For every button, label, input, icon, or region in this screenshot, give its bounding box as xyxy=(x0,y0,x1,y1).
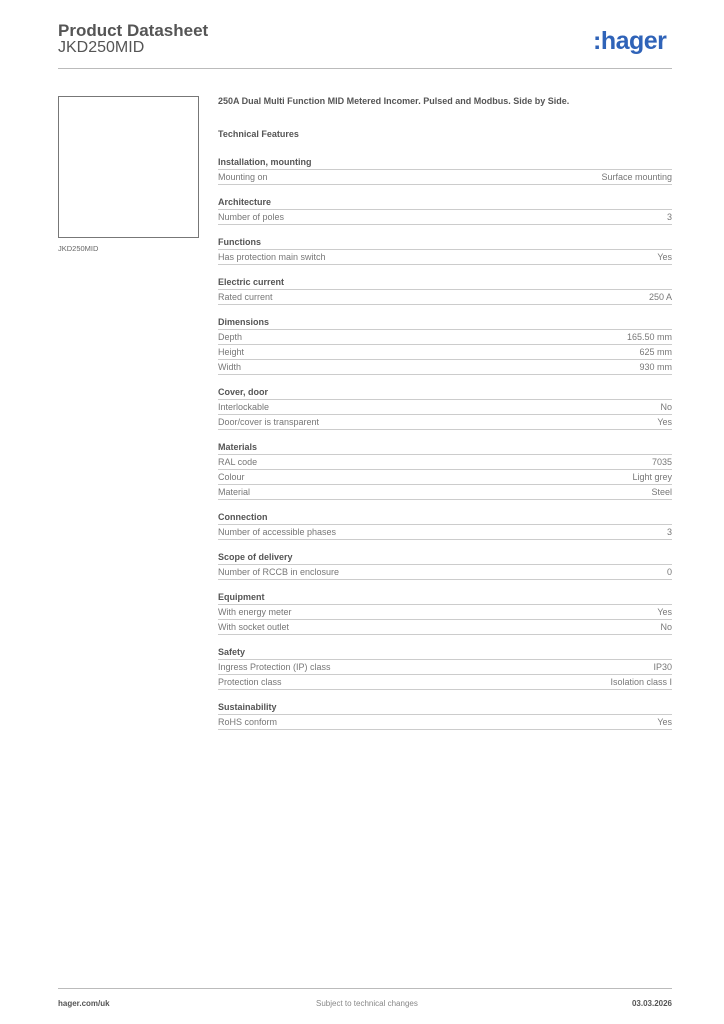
feature-group xyxy=(218,550,672,580)
product-code: JKD250MID xyxy=(58,39,145,56)
feature-label: Width xyxy=(218,362,242,372)
feature-row xyxy=(218,565,672,580)
feature-value: 7035 xyxy=(651,457,672,467)
group-heading: Dimensions xyxy=(218,315,672,330)
group-heading: Installation, mounting xyxy=(218,155,672,170)
group-heading: Equipment xyxy=(218,590,672,605)
group-heading: Cover, door xyxy=(218,385,672,400)
feature-label: Interlockable xyxy=(218,402,270,412)
feature-label: Ingress Protection (IP) class xyxy=(218,662,331,672)
feature-row xyxy=(218,620,672,635)
feature-value: 0 xyxy=(666,567,672,577)
feature-group xyxy=(218,195,672,225)
feature-row xyxy=(218,605,672,620)
main-content xyxy=(218,96,672,730)
hager-logo: :hager xyxy=(593,27,667,55)
feature-label: Height xyxy=(218,347,245,357)
feature-row xyxy=(218,675,672,690)
feature-group xyxy=(218,235,672,265)
group-heading: Sustainability xyxy=(218,700,672,715)
feature-label: Has protection main switch xyxy=(218,252,326,262)
feature-label: With energy meter xyxy=(218,607,292,617)
feature-row xyxy=(218,400,672,415)
feature-row xyxy=(218,330,672,345)
feature-value: Yes xyxy=(657,252,672,262)
feature-row xyxy=(218,250,672,265)
feature-label: Mounting on xyxy=(218,172,268,182)
feature-row xyxy=(218,360,672,375)
feature-label: Rated current xyxy=(218,292,273,302)
image-caption: JKD250MID xyxy=(58,244,99,253)
group-heading: Safety xyxy=(218,645,672,660)
feature-value: Yes xyxy=(657,607,672,617)
feature-label: RoHS conform xyxy=(218,717,278,727)
feature-row xyxy=(218,470,672,485)
feature-label: RAL code xyxy=(218,457,258,467)
group-heading: Connection xyxy=(218,510,672,525)
feature-group xyxy=(218,315,672,375)
feature-row xyxy=(218,210,672,225)
feature-group xyxy=(218,275,672,305)
feature-value: Surface mounting xyxy=(601,172,672,182)
feature-label: Number of poles xyxy=(218,212,285,222)
feature-row xyxy=(218,715,672,730)
feature-row xyxy=(218,660,672,675)
feature-value: No xyxy=(660,402,672,412)
feature-group xyxy=(218,590,672,635)
feature-value: Steel xyxy=(651,487,672,497)
feature-group xyxy=(218,645,672,690)
feature-label: Number of accessible phases xyxy=(218,527,337,537)
group-heading: Architecture xyxy=(218,195,672,210)
feature-value: 3 xyxy=(666,527,672,537)
group-heading: Scope of delivery xyxy=(218,550,672,565)
feature-label: Number of RCCB in enclosure xyxy=(218,567,340,577)
feature-value: 930 mm xyxy=(639,362,672,372)
feature-group xyxy=(218,510,672,540)
technical-features-heading: Technical Features xyxy=(218,129,299,139)
feature-value: Yes xyxy=(657,717,672,727)
feature-value: 3 xyxy=(666,212,672,222)
page-title: Product Datasheet xyxy=(58,21,209,40)
feature-row xyxy=(218,525,672,540)
feature-group xyxy=(218,440,672,500)
feature-value: 625 mm xyxy=(639,347,672,357)
feature-value: 165.50 mm xyxy=(626,332,672,342)
footer-divider xyxy=(58,988,672,989)
footer-date: 03.03.2026 xyxy=(631,999,672,1008)
product-image xyxy=(58,96,199,238)
feature-label: Material xyxy=(218,487,251,497)
feature-row xyxy=(218,290,672,305)
feature-value: Isolation class I xyxy=(610,677,672,687)
group-heading: Materials xyxy=(218,440,672,455)
feature-value: IP30 xyxy=(653,662,672,672)
feature-label: With socket outlet xyxy=(218,622,290,632)
footer-website-link[interactable]: hager.com/uk xyxy=(58,999,110,1008)
feature-label: Colour xyxy=(218,472,245,482)
feature-label: Depth xyxy=(218,332,243,342)
feature-row xyxy=(218,170,672,185)
group-heading: Functions xyxy=(218,235,672,250)
feature-label: Door/cover is transparent xyxy=(218,417,320,427)
footer-notice: Subject to technical changes xyxy=(316,999,418,1008)
feature-row xyxy=(218,345,672,360)
group-heading: Electric current xyxy=(218,275,672,290)
feature-value: 250 A xyxy=(648,292,672,302)
feature-value: Yes xyxy=(657,417,672,427)
header-divider xyxy=(58,68,672,69)
product-description: 250A Dual Multi Function MID Metered Incomer. Pulsed and Modbus. Side by Side. xyxy=(218,96,570,106)
feature-group xyxy=(218,700,672,730)
feature-group xyxy=(218,155,672,185)
feature-row xyxy=(218,415,672,430)
feature-groups xyxy=(218,155,672,730)
feature-group xyxy=(218,385,672,430)
feature-row xyxy=(218,455,672,470)
feature-value: Light grey xyxy=(632,472,672,482)
feature-label: Protection class xyxy=(218,677,282,687)
feature-value: No xyxy=(660,622,672,632)
feature-row xyxy=(218,485,672,500)
